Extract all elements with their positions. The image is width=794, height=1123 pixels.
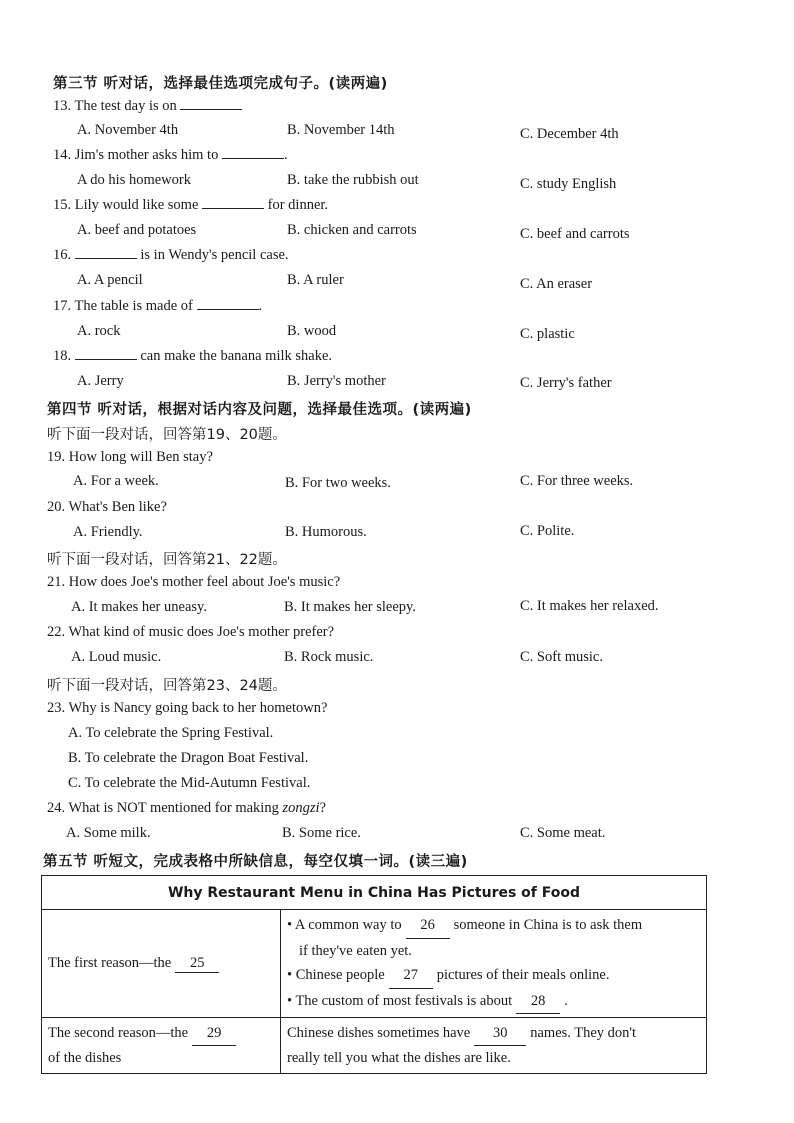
fill-in-table (41, 875, 707, 1074)
section-3-header: 第三节 听对话，选择最佳选项完成句子。(读两遍) (53, 76, 388, 92)
q23-option-a: A. To celebrate the Spring Festival. (68, 725, 274, 741)
table-cell-first-reason-details (281, 910, 707, 1018)
q24-option-b: B. Some rice. (282, 825, 361, 841)
q23-option-b: B. To celebrate the Dragon Boat Festival. (68, 750, 309, 766)
answer-blank-29: 29 (192, 1021, 236, 1046)
question-22-stem: 22. What kind of music does Joe's mother prefer? (47, 624, 335, 640)
q24-option-c: C. Some meat. (520, 825, 606, 841)
answer-blank-28: 28 (516, 989, 560, 1015)
q24-option-a: A. Some milk. (66, 825, 151, 841)
answer-blank (197, 309, 259, 310)
question-20-stem: 20. What's Ben like? (47, 499, 167, 515)
question-24-stem: 24. What is NOT mentioned for making zongzi? (47, 800, 326, 816)
q18-option-c: C. Jerry's father (520, 375, 612, 391)
answer-blank-25: 25 (175, 955, 219, 973)
q17-option-c: C. plastic (520, 326, 575, 342)
list-item: • The custom of most festivals is about 28 . (287, 989, 700, 1015)
q15-option-c: C. beef and carrots (520, 226, 630, 242)
q20-option-b: B. Humorous. (285, 524, 367, 540)
q13-option-a: A. November 4th (77, 122, 179, 138)
q16-option-c: C. An eraser (520, 276, 593, 292)
question-23-stem: 23. Why is Nancy going back to her hometown? (47, 700, 328, 716)
section-5-header: 第五节 听短文，完成表格中所缺信息，每空仅填一词。(读三遍) (43, 854, 468, 870)
q23-option-c: C. To celebrate the Mid-Autumn Festival. (68, 775, 311, 791)
q19-option-c: C. For three weeks. (520, 473, 634, 489)
question-19-stem: 19. How long will Ben stay? (47, 449, 213, 465)
section-4-header: 第四节 听对话，根据对话内容及问题，选择最佳选项。(读两遍) (47, 402, 472, 418)
dialogue-intro-19-20: 听下面一段对话，回答第19、20题。 (47, 427, 287, 443)
q22-option-c: C. Soft music. (520, 649, 603, 665)
q17-option-b: B. wood (287, 323, 337, 339)
q14-option-a: A do his homework (77, 172, 191, 188)
list-item: • Chinese people 27 pictures of their meals online. (287, 963, 700, 989)
q22-option-b: B. Rock music. (284, 649, 374, 665)
q17-option-a: A. rock (77, 323, 121, 339)
answer-blank-26: 26 (406, 913, 450, 939)
q19-option-a: A. For a week. (73, 473, 159, 489)
list-item-continuation: if they've eaten yet. (299, 942, 412, 959)
table-title: Why Restaurant Menu in China Has Pictures of Food (42, 876, 707, 910)
answer-blank (75, 258, 137, 259)
table-cell-second-reason-details: Chinese dishes sometimes have 30 names. They don't really tell you what the dishes are like. (281, 1018, 707, 1074)
q21-option-b: B. It makes her sleepy. (284, 599, 416, 615)
q13-option-b: B. November 14th (287, 122, 395, 138)
q22-option-a: A. Loud music. (71, 649, 162, 665)
dialogue-intro-23-24: 听下面一段对话，回答第23、24题。 (47, 678, 287, 694)
q19-option-b: B. For two weeks. (285, 475, 391, 491)
answer-blank (75, 359, 137, 360)
question-17-stem: 17. The table is made of . (53, 298, 263, 314)
dialogue-intro-21-22: 听下面一段对话，回答第21、22题。 (47, 552, 287, 568)
q13-option-c: C. December 4th (520, 126, 619, 142)
question-18-stem: 18. can make the banana milk shake. (53, 348, 333, 364)
answer-blank (202, 208, 264, 209)
table-cell-first-reason: The first reason—the 25 (42, 910, 281, 1018)
question-21-stem: 21. How does Joe's mother feel about Joe's music? (47, 574, 341, 590)
question-15-stem: 15. Lily would like some for dinner. (53, 197, 329, 213)
answer-blank (222, 158, 284, 159)
question-14-stem: 14. Jim's mother asks him to . (53, 147, 288, 163)
table-cell-second-reason: The second reason—the 29 of the dishes (42, 1018, 281, 1074)
question-16-stem: 16. is in Wendy's pencil case. (53, 247, 289, 263)
q16-option-a: A. A pencil (77, 272, 143, 288)
q21-option-c: C. It makes her relaxed. (520, 598, 659, 614)
answer-blank (180, 109, 242, 110)
q21-option-a: A. It makes her uneasy. (71, 599, 207, 615)
answer-blank-30: 30 (474, 1021, 526, 1046)
q20-option-c: C. Polite. (520, 523, 575, 539)
answer-blank-27: 27 (389, 963, 433, 989)
q15-option-b: B. chicken and carrots (287, 222, 417, 238)
q18-option-b: B. Jerry's mother (287, 373, 386, 389)
q14-option-b: B. take the rubbish out (287, 172, 419, 188)
list-item: • A common way to 26 someone in China is to ask them (287, 913, 700, 939)
q16-option-b: B. A ruler (287, 272, 344, 288)
q20-option-a: A. Friendly. (73, 524, 143, 540)
q14-option-c: C. study English (520, 176, 617, 192)
question-13-stem: 13. The test day is on (53, 98, 242, 115)
q18-option-a: A. Jerry (77, 373, 124, 389)
q15-option-a: A. beef and potatoes (77, 222, 197, 238)
